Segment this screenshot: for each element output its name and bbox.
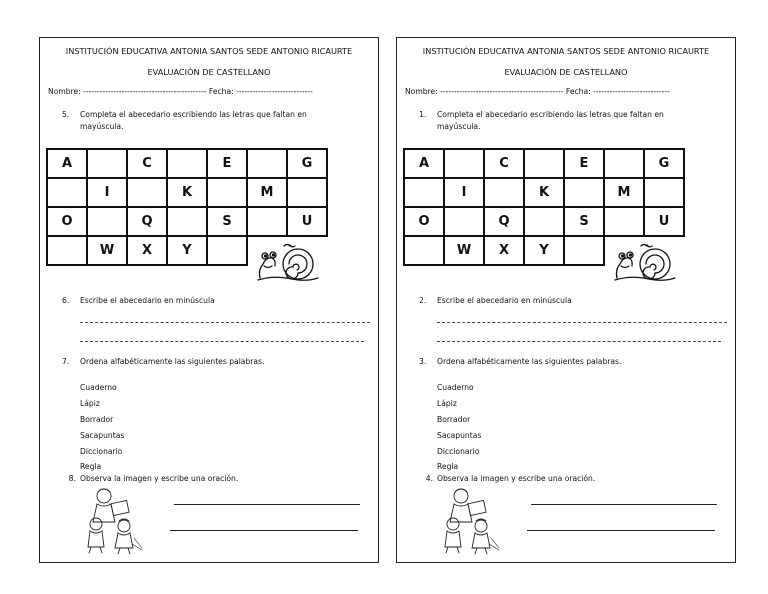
grid-cell-blank[interactable] xyxy=(247,149,287,178)
grid-cell-letter: U xyxy=(644,207,684,236)
grid-cell-letter: S xyxy=(207,207,247,236)
grid-cell-letter: W xyxy=(87,236,127,265)
grid-row xyxy=(404,149,684,178)
children-reading-icon xyxy=(439,484,503,556)
question-alphabet-continued: mayúscula. xyxy=(80,122,124,131)
grid-cell-blank[interactable] xyxy=(444,149,484,178)
word-item: Regla xyxy=(80,462,102,471)
grid-row xyxy=(47,149,327,178)
sentence-answer-line[interactable] xyxy=(531,504,717,505)
grid-cell-blank[interactable] xyxy=(87,149,127,178)
grid-cell-letter: G xyxy=(287,149,327,178)
question-sentence xyxy=(405,474,595,483)
grid-cell-letter: E xyxy=(564,149,604,178)
snail-icon xyxy=(254,242,324,284)
word-item: Lápiz xyxy=(80,399,100,408)
grid-cell-blank[interactable] xyxy=(207,236,247,265)
grid-cell-blank[interactable] xyxy=(247,207,287,236)
institution-title: INSTITUCIÓN EDUCATIVA ANTONIA SANTOS SEDE ANTONIO RICAURTE xyxy=(422,46,710,56)
grid-cell-letter: C xyxy=(484,149,524,178)
grid-cell-blank[interactable] xyxy=(87,207,127,236)
name-date-line[interactable]: Nombre: --------------------------------------------- Fecha: ---------------------------- xyxy=(405,87,670,96)
grid-cell-blank[interactable] xyxy=(604,207,644,236)
grid-cell-blank[interactable] xyxy=(207,178,247,207)
grid-cell-letter: G xyxy=(644,149,684,178)
grid-cell-blank[interactable] xyxy=(127,178,167,207)
exam-sheet-left xyxy=(39,37,379,563)
grid-row xyxy=(404,178,684,207)
word-item: Borrador xyxy=(437,415,471,424)
grid-cell-blank[interactable] xyxy=(47,178,87,207)
grid-cell-letter: Y xyxy=(167,236,207,265)
question-text: Escribe el abecedario en minúscula xyxy=(80,296,215,305)
word-item: Cuaderno xyxy=(437,383,474,392)
exam-subtitle: EVALUACIÓN DE CASTELLANO xyxy=(147,67,271,77)
grid-cell-blank[interactable] xyxy=(564,236,604,265)
word-item: Lápiz xyxy=(437,399,457,408)
grid-row xyxy=(47,178,327,207)
grid-cell-blank[interactable] xyxy=(47,236,87,265)
grid-cell-letter: O xyxy=(404,207,444,236)
grid-cell-letter: Q xyxy=(127,207,167,236)
word-item: Diccionario xyxy=(80,447,123,456)
answer-line[interactable] xyxy=(437,341,721,342)
grid-cell-letter: I xyxy=(444,178,484,207)
grid-cell-blank[interactable] xyxy=(484,178,524,207)
grid-cell-blank[interactable] xyxy=(604,149,644,178)
answer-line[interactable] xyxy=(80,341,364,342)
word-item: Sacapuntas xyxy=(80,431,125,440)
question-text: Completa el abecedario escribiendo las letras que faltan en xyxy=(437,110,664,119)
question-number: 6. xyxy=(62,296,70,305)
grid-cell-blank[interactable] xyxy=(444,207,484,236)
grid-cell-blank[interactable] xyxy=(287,178,327,207)
grid-cell-letter: S xyxy=(564,207,604,236)
grid-cell-letter: U xyxy=(287,207,327,236)
grid-cell-letter: I xyxy=(87,178,127,207)
question-alphabet xyxy=(62,110,307,119)
children-reading-icon xyxy=(82,484,146,556)
grid-cell-blank[interactable] xyxy=(167,149,207,178)
grid-cell-letter: Y xyxy=(524,236,564,265)
sentence-answer-line[interactable] xyxy=(174,504,360,505)
question-lowercase xyxy=(419,296,572,305)
grid-cell-letter: W xyxy=(444,236,484,265)
question-sentence xyxy=(48,474,238,483)
question-text: Ordena alfabéticamente las siguientes palabras. xyxy=(80,357,265,366)
grid-cell-blank[interactable] xyxy=(404,178,444,207)
word-item: Regla xyxy=(437,462,459,471)
question-number: 4. xyxy=(425,474,433,483)
exam-subtitle: EVALUACIÓN DE CASTELLANO xyxy=(504,67,628,77)
grid-cell-letter: C xyxy=(127,149,167,178)
grid-row xyxy=(404,207,684,236)
grid-cell-letter: A xyxy=(47,149,87,178)
grid-cell-letter: K xyxy=(167,178,207,207)
grid-cell-blank[interactable] xyxy=(524,207,564,236)
question-order xyxy=(62,357,264,366)
word-item: Cuaderno xyxy=(80,383,117,392)
grid-cell-blank[interactable] xyxy=(564,178,604,207)
exam-sheet-right xyxy=(396,37,736,563)
institution-title: INSTITUCIÓN EDUCATIVA ANTONIA SANTOS SEDE ANTONIO RICAURTE xyxy=(65,46,353,56)
question-number: 7. xyxy=(62,357,70,366)
question-text: Escribe el abecedario en minúscula xyxy=(437,296,572,305)
snail-icon xyxy=(611,242,681,284)
question-alphabet xyxy=(419,110,664,119)
name-date-line[interactable]: Nombre: --------------------------------------------- Fecha: ---------------------------- xyxy=(48,87,313,96)
question-order xyxy=(419,357,621,366)
grid-cell-letter: O xyxy=(47,207,87,236)
question-alphabet-continued: mayúscula. xyxy=(437,122,481,131)
question-text: Observa la imagen y escribe una oración. xyxy=(80,474,239,483)
question-number: 3. xyxy=(419,357,427,366)
word-item: Sacapuntas xyxy=(437,431,482,440)
grid-cell-letter: M xyxy=(604,178,644,207)
question-number: 2. xyxy=(419,296,427,305)
grid-cell-letter: A xyxy=(404,149,444,178)
question-number: 8. xyxy=(68,474,76,483)
question-lowercase xyxy=(62,296,215,305)
question-number: 1. xyxy=(419,110,427,119)
grid-cell-blank[interactable] xyxy=(167,207,207,236)
grid-cell-letter: X xyxy=(484,236,524,265)
grid-cell-letter: K xyxy=(524,178,564,207)
grid-cell-letter: Q xyxy=(484,207,524,236)
sentence-answer-line[interactable] xyxy=(170,530,358,531)
question-text: Observa la imagen y escribe una oración. xyxy=(437,474,596,483)
grid-row xyxy=(47,207,327,236)
grid-cell-letter: X xyxy=(127,236,167,265)
answer-line[interactable] xyxy=(437,322,727,323)
grid-cell-letter: M xyxy=(247,178,287,207)
answer-line[interactable] xyxy=(80,322,370,323)
question-text: Ordena alfabéticamente las siguientes palabras. xyxy=(437,357,622,366)
grid-cell-blank[interactable] xyxy=(524,149,564,178)
sentence-answer-line[interactable] xyxy=(527,530,715,531)
word-item: Diccionario xyxy=(437,447,480,456)
grid-cell-blank[interactable] xyxy=(644,178,684,207)
grid-cell-blank[interactable] xyxy=(404,236,444,265)
word-item: Borrador xyxy=(80,415,114,424)
question-text: Completa el abecedario escribiendo las letras que faltan en xyxy=(80,110,307,119)
question-number: 5. xyxy=(62,110,70,119)
grid-cell-letter: E xyxy=(207,149,247,178)
